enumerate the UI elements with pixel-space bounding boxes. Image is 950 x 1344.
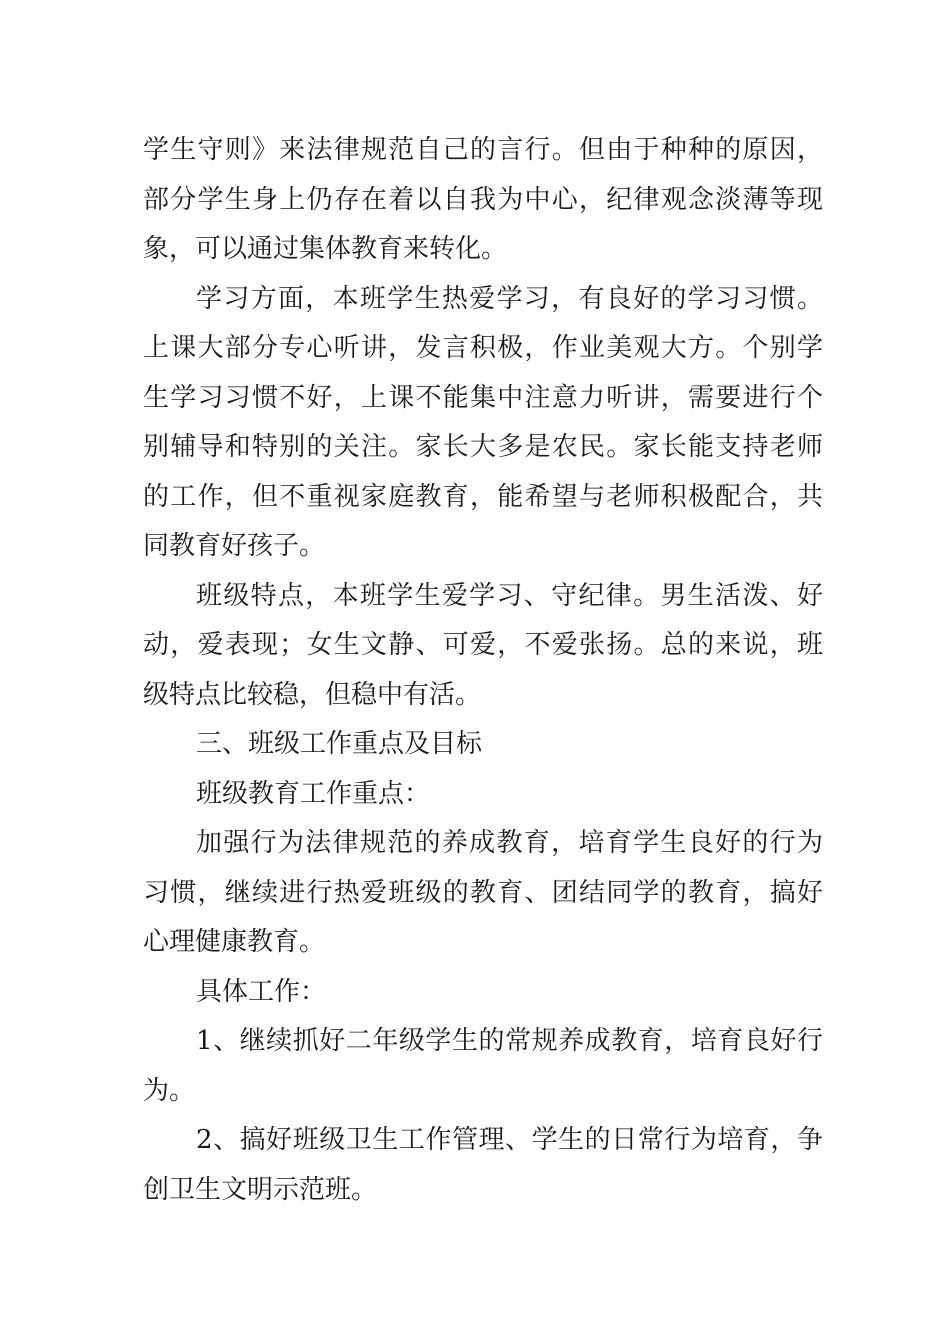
text-line-5: 上课大部分专心听讲，发言积极，作业美观大方。个别学 [143, 333, 823, 363]
text-line-8: 的工作，但不重视家庭教育，能希望与老师积极配合，共 [143, 482, 823, 512]
subheading-focus: 班级教育工作重点： [196, 779, 431, 809]
text-line-4: 学习方面，本班学生热爱学习，有良好的学习习惯。 [196, 284, 823, 314]
text-line-17: 心理健康教育。 [143, 927, 326, 957]
text-line-3: 象，可以通过集体教育来转化。 [143, 234, 508, 264]
text-line-1: 学生守则》来法律规范自己的言行。但由于种种的原因， [143, 135, 823, 165]
text-line-9: 同教育好孩子。 [143, 531, 326, 561]
text-line-15: 加强行为法律规范的养成教育，培育学生良好的行为 [196, 828, 823, 858]
text-line-11: 动，爱表现；女生文静、可爱，不爱张扬。总的来说，班 [143, 630, 823, 660]
text-line-10: 班级特点，本班学生爱学习、守纪律。男生活泼、好 [196, 581, 823, 611]
list-item-2-cont: 创卫生文明示范班。 [143, 1175, 378, 1205]
text-line-2: 部分学生身上仍存在着以自我为中心，纪律观念淡薄等现 [143, 185, 823, 215]
section-heading: 三、班级工作重点及目标 [196, 729, 483, 759]
list-item-1-cont: 为。 [143, 1076, 196, 1106]
text-line-12: 级特点比较稳，但稳中有活。 [143, 680, 482, 710]
text-line-16: 习惯，继续进行热爱班级的教育、团结同学的教育，搞好 [143, 878, 823, 908]
list-item-1: 1、继续抓好二年级学生的常规养成教育，培育良好行 [196, 1026, 823, 1056]
text-line-7: 别辅导和特别的关注。家长大多是农民。家长能支持老师 [143, 432, 823, 462]
subheading-tasks: 具体工作： [196, 977, 327, 1007]
text-line-6: 生学习习惯不好，上课不能集中注意力听讲，需要进行个 [143, 383, 823, 413]
list-item-2: 2、搞好班级卫生工作管理、学生的日常行为培育，争 [196, 1125, 823, 1155]
